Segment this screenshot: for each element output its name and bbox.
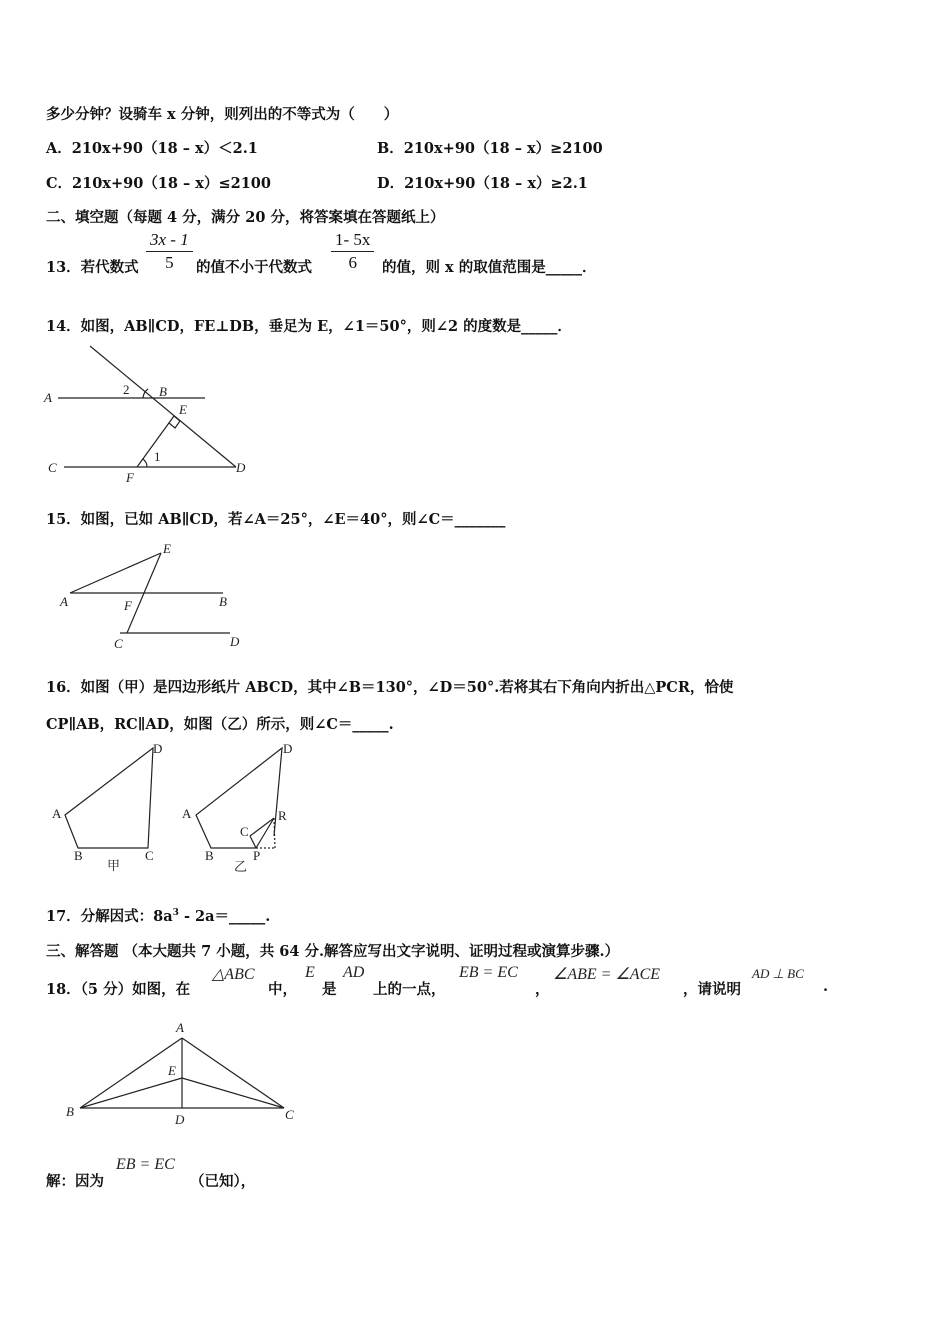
q13-frac1-numerator: 3x - 1	[146, 230, 193, 252]
q13-prefix: 13．若代数式	[46, 259, 139, 276]
q18-math-triangle: △ABC	[212, 966, 255, 983]
line-ae	[70, 553, 161, 593]
q18-prefix: 18．（5 分）如图，在	[46, 981, 191, 998]
q14-label-f: F	[126, 470, 134, 485]
q18-text-3: 上的一点，	[373, 981, 446, 998]
q18-math-e: E	[305, 964, 315, 981]
q18-text-1: 中，	[268, 981, 297, 998]
q16b-label-a: A	[182, 806, 192, 821]
q15-label-c: C	[114, 636, 123, 651]
q14-label-d: D	[236, 460, 246, 475]
q15-label-a: A	[60, 594, 68, 609]
q13-fraction-1	[146, 230, 193, 273]
q13-suffix: 的值，则 x 的取值范围是_____．	[382, 259, 597, 276]
q16a-caption: 甲	[107, 858, 121, 873]
q13-fraction-2	[331, 230, 374, 273]
q16-line1: 16．如图（甲）是四边形纸片 ABCD，其中∠B＝130°，∠D＝50°.若将其右下角向内折出△PCR，恰使	[46, 679, 734, 696]
q15-label-f: F	[124, 598, 132, 613]
line-ec	[182, 1078, 284, 1108]
q16a-label-b: B	[74, 848, 83, 863]
q12-option-a: A．210x+90（18 – x）＜2.1	[46, 140, 258, 157]
line-ac	[182, 1038, 284, 1108]
q17-suffix: - 2a＝_____.	[178, 908, 271, 925]
q15-label-e: E	[163, 541, 171, 556]
q18-label-e: E	[168, 1063, 176, 1078]
q17-text	[46, 905, 270, 926]
q14-label-a: A	[44, 390, 52, 405]
q15-label-b: B	[219, 594, 227, 609]
angle-1-arc	[143, 459, 147, 467]
q13-frac1-denominator: 5	[165, 253, 174, 272]
q12-stem: 多少分钟？设骑车 x 分钟，则列出的不等式为（ ）	[46, 106, 399, 123]
q13-middle: 的值不小于代数式	[196, 259, 312, 276]
q13-frac2-numerator: 1- 5x	[331, 230, 374, 252]
q18-label-a: A	[176, 1020, 184, 1035]
q14-label-2: 2	[123, 382, 130, 397]
q16a-label-c: C	[145, 848, 154, 863]
line-cr	[250, 818, 274, 836]
section3-heading: 三、解答题 （本大题共 7 小题，共 64 分.解答应写出文字说明、证明过程或演算步骤.）	[46, 943, 620, 960]
line-db	[90, 346, 236, 467]
q12-option-b: B．210x+90（18 – x）≥2100	[377, 140, 603, 157]
q18-text-2: 是	[322, 981, 337, 998]
q18-label-d: D	[175, 1112, 185, 1127]
q18-figure	[60, 1020, 310, 1130]
q18-text-5: ，请说明	[683, 981, 741, 998]
q18-math-angles: ∠ABE = ∠ACE	[553, 966, 661, 983]
folded-quadrilateral	[196, 748, 282, 848]
q13-frac2-denominator: 6	[348, 253, 357, 272]
q16-figure-jia	[45, 738, 175, 878]
q16b-caption: 乙	[234, 859, 248, 874]
line-be	[80, 1078, 182, 1108]
solution-prefix: 解：因为	[46, 1173, 104, 1190]
solution-math: EB = EC	[116, 1156, 175, 1173]
q16b-label-r: R	[278, 808, 287, 823]
q18-math-ad: AD	[343, 964, 365, 981]
line-pc	[250, 836, 256, 848]
section2-heading: 二、填空题（每题 4 分，满分 20 分，将答案填在答题纸上）	[46, 209, 445, 226]
q14-figure	[40, 340, 260, 490]
q16a-label-a: A	[52, 806, 62, 821]
q14-label-c: C	[48, 460, 57, 475]
q18-math-perpendicular: AD ⊥ BC	[752, 966, 804, 981]
line-pr	[256, 818, 274, 848]
q16b-label-c: C	[240, 824, 249, 839]
q18-label-b: B	[66, 1104, 74, 1119]
q14-label-b: B	[159, 384, 167, 399]
q16-figure-yi	[178, 738, 318, 878]
q17-prefix: 17．分解因式：8a	[46, 908, 173, 925]
q16b-label-p: P	[253, 848, 261, 863]
solution-suffix: （已知），	[190, 1173, 256, 1190]
q14-label-e: E	[179, 402, 187, 417]
q16a-label-d: D	[153, 741, 163, 756]
q18-text-6: .	[823, 978, 829, 995]
q16b-label-b: B	[205, 848, 214, 863]
q15-label-d: D	[230, 634, 240, 649]
q18-label-c: C	[285, 1107, 294, 1122]
right-angle-mark	[169, 416, 180, 428]
q18-text-4: ，	[535, 981, 550, 998]
q16b-label-d: D	[283, 741, 293, 756]
q15-text: 15．如图，已如 AB∥CD，若∠A＝25°，∠E＝40°，则∠C＝_______	[46, 511, 506, 528]
q12-option-c: C．210x+90（18 – x）≤2100	[46, 175, 271, 192]
q12-option-d: D．210x+90（18 – x）≥2.1	[377, 175, 588, 192]
quadrilateral-abcd	[65, 748, 153, 848]
q14-text: 14．如图，AB∥CD，FE⊥DB，垂足为 E，∠1＝50°，则∠2 的度数是_____．	[46, 318, 572, 335]
q18-math-eb-ec: EB = EC	[459, 964, 518, 981]
q14-label-1: 1	[154, 449, 161, 464]
q16-line2: CP∥AB，RC∥AD，如图（乙）所示，则∠C＝_____.	[46, 716, 394, 733]
line-ab	[80, 1038, 182, 1108]
q15-figure	[55, 538, 255, 658]
q17-exponent: 3	[172, 908, 179, 919]
